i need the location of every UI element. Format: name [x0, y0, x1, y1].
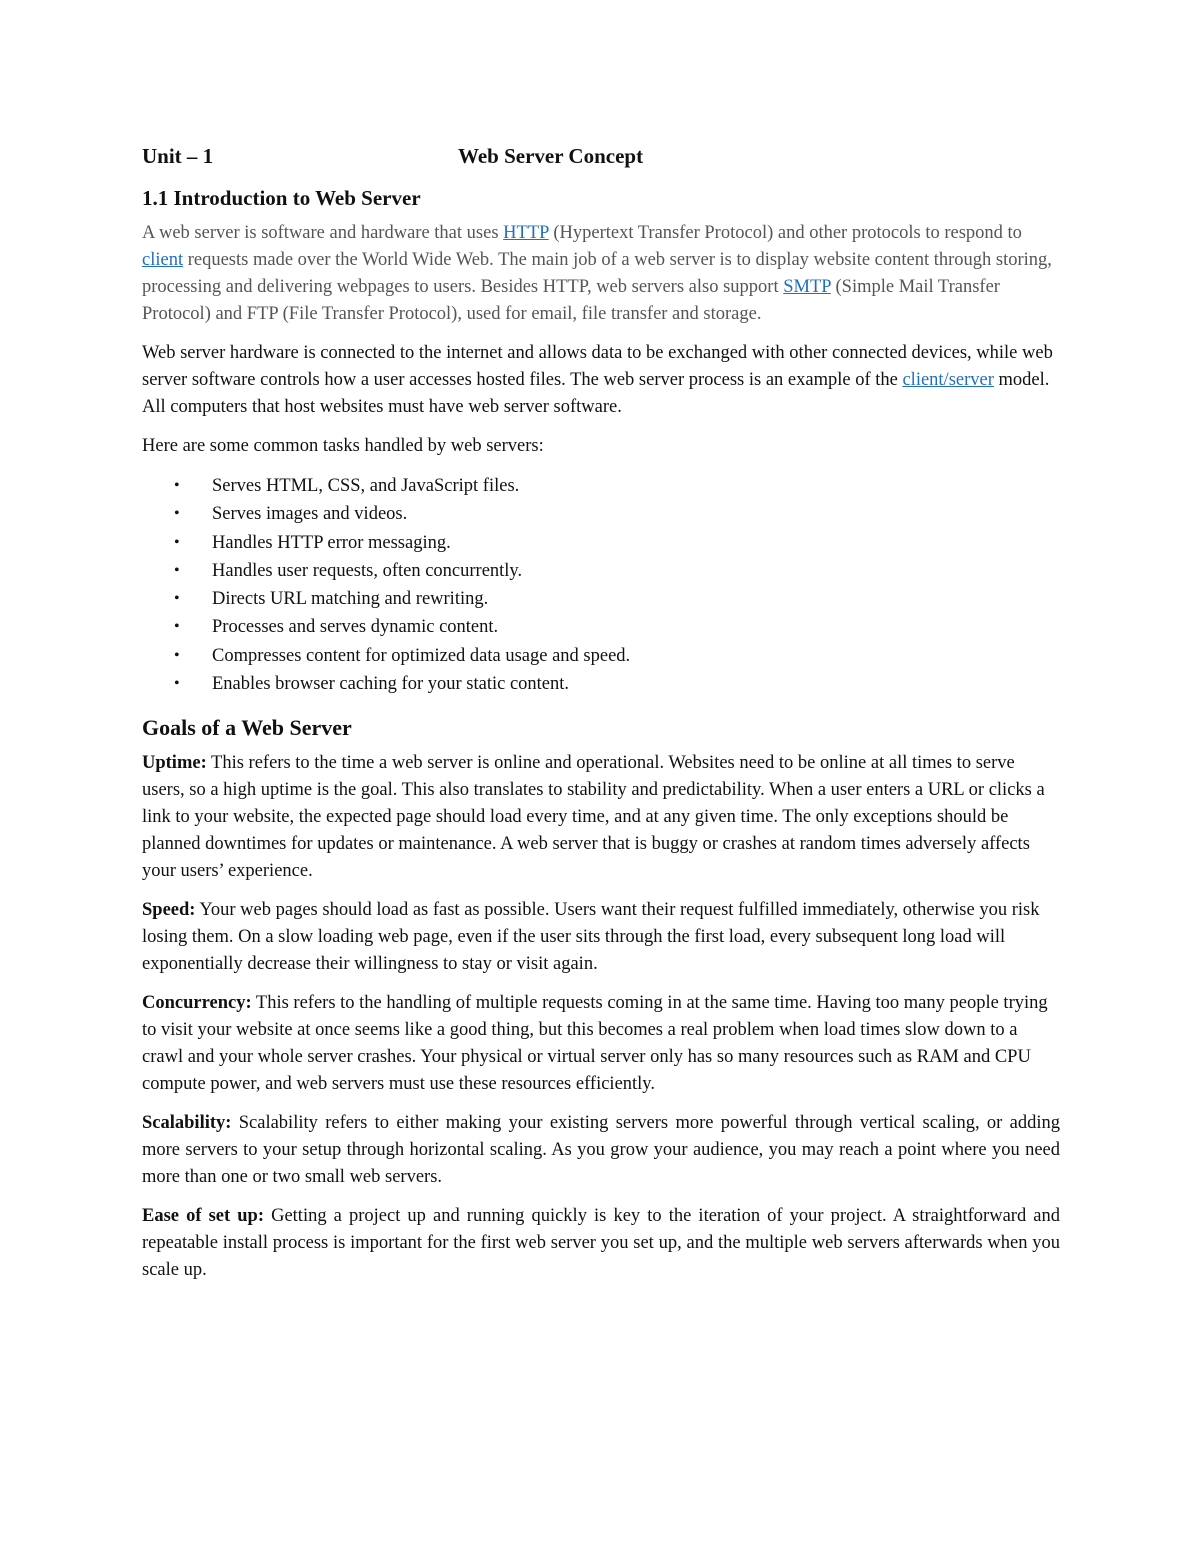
list-item-text: Processes and serves dynamic content. [212, 617, 499, 638]
intro-text-2: (Hypertext Transfer Protocol) and other protocols to respond to [548, 223, 1022, 243]
concurrency-paragraph [142, 990, 1060, 1098]
unit-label: Unit – 1 [142, 144, 214, 168]
hardware-paragraph [142, 340, 1060, 421]
hardware-text-2: model. All computers that host websites must have web server software. [142, 370, 1050, 417]
hardware-text-1: Web server hardware is connected to the internet and allows data to be exchanged with other connected devices, while web server software controls how a user accesses hosted files. The web server process is an example of the [142, 343, 1053, 390]
list-item [142, 613, 1060, 641]
section-heading-intro: 1.1 Introduction to Web Server [142, 186, 421, 210]
intro-paragraph [142, 220, 1060, 328]
bullet-icon: • [174, 646, 180, 664]
client-server-link[interactable]: client/server [902, 370, 994, 390]
list-item-text: Handles HTTP error messaging. [212, 532, 451, 553]
speed-term: Speed: [142, 900, 196, 921]
concurrency-term: Concurrency: [142, 993, 252, 1014]
list-item [142, 642, 1060, 670]
client-link[interactable]: client [142, 250, 184, 270]
intro-text-4: (Simple Mail Transfer Protocol) and FTP (File Transfer Protocol), used for email, file transfer and storage. [142, 277, 1000, 324]
http-link[interactable]: HTTP [503, 223, 549, 243]
bullet-icon: • [174, 618, 180, 636]
uptime-text: This refers to the time a web server is online and operational. Websites need to be online at all times to serve users, so a high uptime is the goal. This also translates to stability and predictability. When a user enters a URL or clicks a link to your website, the expected page should load every time, and at any given time. The only exceptions should be planned downtimes for updates or maintenance. A web server that is buggy or crashes at random times adversely affects your users’ experience. [142, 753, 1045, 882]
page-title: Web Server Concept [458, 144, 644, 168]
list-item-text: Serves images and videos. [212, 504, 408, 525]
tasks-list [142, 472, 1060, 698]
list-item-text: Handles user requests, often concurrently. [212, 560, 523, 581]
bullet-icon: • [174, 561, 180, 579]
uptime-paragraph [142, 750, 1060, 885]
list-item [142, 670, 1060, 698]
list-item-text: Compresses content for optimized data usage and speed. [212, 645, 631, 666]
intro-text-3: requests made over the World Wide Web. The main job of a web server is to display website content through storing, processing and delivering webpages to users. Besides HTTP, web servers also support [142, 250, 1052, 297]
list-item [142, 529, 1060, 557]
list-item-text: Enables browser caching for your static content. [212, 674, 570, 695]
bullet-icon: • [174, 675, 180, 693]
uptime-term: Uptime: [142, 753, 207, 774]
smtp-link[interactable]: SMTP [783, 277, 831, 297]
scalability-term: Scalability: [142, 1113, 232, 1134]
tasks-intro-paragraph: Here are some common tasks handled by web servers: [142, 436, 544, 456]
bullet-icon: • [174, 533, 180, 551]
list-item [142, 500, 1060, 528]
ease-of-setup-paragraph [142, 1203, 1060, 1284]
list-item [142, 585, 1060, 613]
bullet-icon: • [174, 505, 180, 523]
scalability-paragraph [142, 1110, 1060, 1191]
section-heading-goals: Goals of a Web Server [142, 715, 352, 741]
list-item-text: Directs URL matching and rewriting. [212, 589, 489, 610]
document-page [142, 140, 1060, 1296]
list-item [142, 472, 1060, 500]
list-item-text: Serves HTML, CSS, and JavaScript files. [212, 476, 520, 496]
speed-paragraph [142, 897, 1060, 978]
ease-of-setup-term: Ease of set up: [142, 1206, 264, 1227]
ease-of-setup-text: Getting a project up and running quickly is key to the iteration of your project. A straightforward and repeatable install process is important for the first web server you set up, and the multiple web servers afterwards when you scale up. [142, 1206, 1060, 1281]
concurrency-text: This refers to the handling of multiple requests coming in at the same time. Having too many people trying to visit your website at once seems like a good thing, but this becomes a real problem when load times slow down to a crawl and your whole server crashes. Your physical or virtual server only has so many resources such as RAM and CPU compute power, and web servers must use these resources efficiently. [142, 993, 1048, 1095]
intro-text-1: A web server is software and hardware that uses [142, 223, 504, 243]
bullet-icon: • [174, 590, 180, 608]
speed-text: Your web pages should load as fast as possible. Users want their request fulfilled immediately, otherwise you risk losing them. On a slow loading web page, even if the user sits through the first load, every subsequent long load will exponentially decrease their willingness to stay or visit again. [142, 900, 1040, 975]
list-item [142, 557, 1060, 585]
unit-title-row [142, 140, 1060, 172]
scalability-text: Scalability refers to either making your existing servers more powerful through vertical scaling, or adding more servers to your setup through horizontal scaling. As you grow your audience, you may reach a point where you need more than one or two small web servers. [142, 1113, 1060, 1188]
bullet-icon: • [174, 477, 180, 494]
